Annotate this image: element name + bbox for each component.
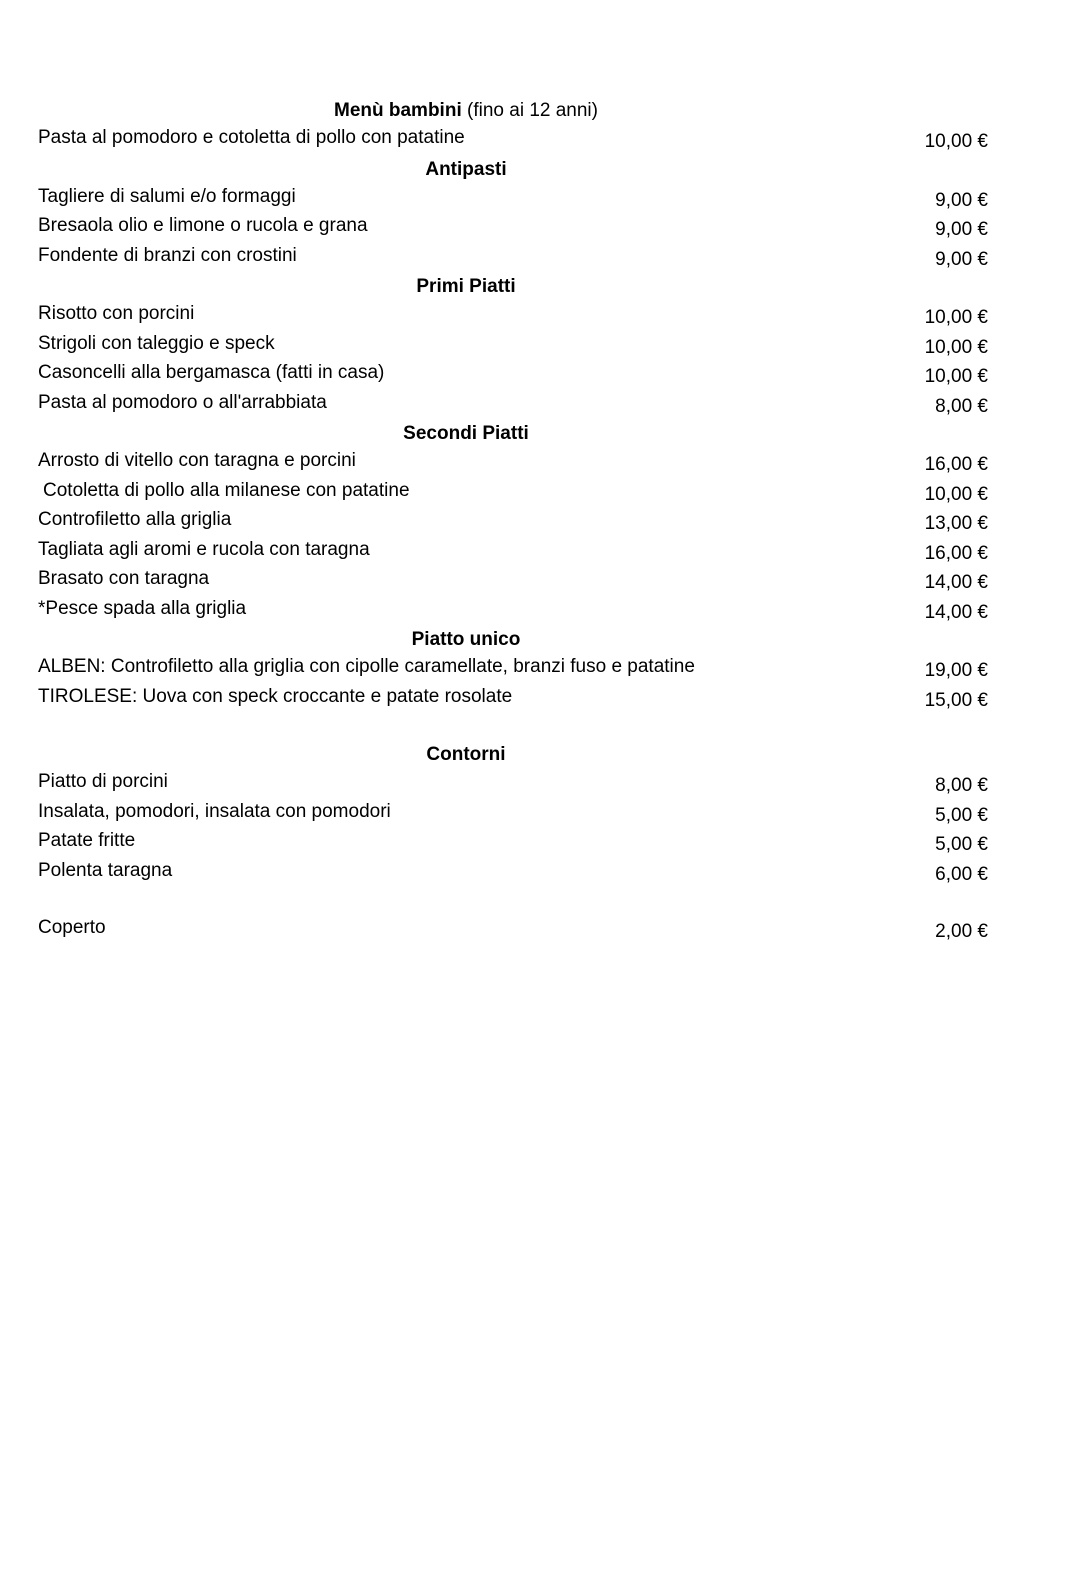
menu-item-name: Controfiletto alla griglia xyxy=(38,509,232,530)
section-title-text: Antipasti xyxy=(425,158,507,180)
menu-item-name: Tagliere di salumi e/o formaggi xyxy=(38,185,296,207)
menu-item-price: 6,00 € xyxy=(935,863,988,885)
menu-item xyxy=(38,213,988,243)
menu-item xyxy=(38,331,988,361)
menu-item-name: Insalata, pomodori, insalata con pomodori xyxy=(38,800,391,822)
menu-item-name: Patate fritte xyxy=(38,830,136,851)
cover-charge-name: Coperto xyxy=(38,917,106,938)
menu-item-name: Arrosto di vitello con taragna e porcini xyxy=(38,450,356,471)
section-title-primi-piatti xyxy=(38,272,894,301)
menu-item-name: Pasta al pomodoro o all'arrabbiata xyxy=(38,391,327,413)
menu-item-price: 5,00 € xyxy=(935,834,988,855)
menu-item-price: 9,00 € xyxy=(935,248,988,270)
menu-item-price: 13,00 € xyxy=(924,513,988,534)
menu-item xyxy=(38,184,988,214)
spacer xyxy=(38,887,988,915)
menu-item-name: Piatto di porcini xyxy=(38,771,168,792)
spacer xyxy=(38,713,988,740)
section-title-text: Piatto unico xyxy=(411,629,521,650)
menu-item-price: 10,00 € xyxy=(924,307,988,328)
menu-item xyxy=(38,537,988,567)
menu-item-price: 15,00 € xyxy=(924,689,988,711)
menu-item-price: 16,00 € xyxy=(924,454,988,475)
menu-item-name: Strigoli con taleggio e speck xyxy=(38,332,275,354)
menu-item xyxy=(38,684,988,714)
menu-item xyxy=(38,507,988,537)
menu-item-price: 8,00 € xyxy=(935,775,988,796)
menu-item-price: 14,00 € xyxy=(924,601,988,623)
section-title-text: Menù bambini xyxy=(334,100,462,121)
menu-item xyxy=(38,478,988,508)
menu-item-name: Risotto con porcini xyxy=(38,303,195,324)
menu-item-price: 10,00 € xyxy=(924,483,988,505)
section-title-text: Primi Piatti xyxy=(416,276,516,297)
menu-item xyxy=(38,360,988,390)
menu-item-name: Polenta taragna xyxy=(38,859,173,881)
menu-document xyxy=(38,96,988,945)
menu-item-name: ALBEN: Controfiletto alla griglia con cipolle caramellate, branzi fuso e patatine xyxy=(38,656,695,677)
menu-item-name: Fondente di branzi con crostini xyxy=(38,244,297,266)
menu-item-price: 10,00 € xyxy=(924,336,988,358)
menu-item-price: 5,00 € xyxy=(935,804,988,826)
section-title-piatto-unico xyxy=(38,625,894,654)
menu-item-price: 10,00 € xyxy=(924,366,988,387)
menu-item-name: Brasato con taragna xyxy=(38,568,210,589)
section-title-antipasti xyxy=(38,155,894,184)
cover-charge-price: 2,00 € xyxy=(935,921,988,942)
menu-item xyxy=(38,769,988,799)
menu-item-name: Pasta al pomodoro e cotoletta di pollo con patatine xyxy=(38,127,465,148)
menu-item-name: Casoncelli alla bergamasca (fatti in casa) xyxy=(38,362,385,383)
menu-item-price: 14,00 € xyxy=(924,572,988,593)
section-title-contorni xyxy=(38,740,894,769)
menu-item xyxy=(38,654,988,684)
menu-item-name: TIROLESE: Uova con speck croccante e patate rosolate xyxy=(38,685,513,707)
menu-item xyxy=(38,448,988,478)
menu-item-name: Tagliata agli aromi e rucola con taragna xyxy=(38,538,370,560)
menu-item-price: 9,00 € xyxy=(935,219,988,240)
menu-item xyxy=(38,858,988,888)
section-title-text: Contorni xyxy=(426,744,506,765)
menu-item-price: 9,00 € xyxy=(935,189,988,211)
menu-item xyxy=(38,125,988,155)
menu-item-name: Bresaola olio e limone o rucola e grana xyxy=(38,215,368,236)
menu-item xyxy=(38,301,988,331)
menu-item xyxy=(38,828,988,858)
menu-item-price: 8,00 € xyxy=(935,395,988,417)
menu-item xyxy=(38,390,988,420)
section-title-note: (fino ai 12 anni) xyxy=(467,100,598,121)
menu-item-price: 10,00 € xyxy=(924,131,988,152)
menu-item-name: Cotoletta di pollo alla milanese con patatine xyxy=(43,479,410,501)
section-title-menu-bambini xyxy=(38,96,894,125)
menu-item xyxy=(38,596,988,626)
menu-item-name: *Pesce spada alla griglia xyxy=(38,597,247,619)
cover-charge-row xyxy=(38,915,988,945)
menu-item-price: 19,00 € xyxy=(924,660,988,681)
menu-item xyxy=(38,799,988,829)
section-title-secondi-piatti xyxy=(38,419,894,448)
menu-item xyxy=(38,566,988,596)
menu-item xyxy=(38,243,988,273)
menu-item-price: 16,00 € xyxy=(924,542,988,564)
section-title-text: Secondi Piatti xyxy=(403,423,529,444)
